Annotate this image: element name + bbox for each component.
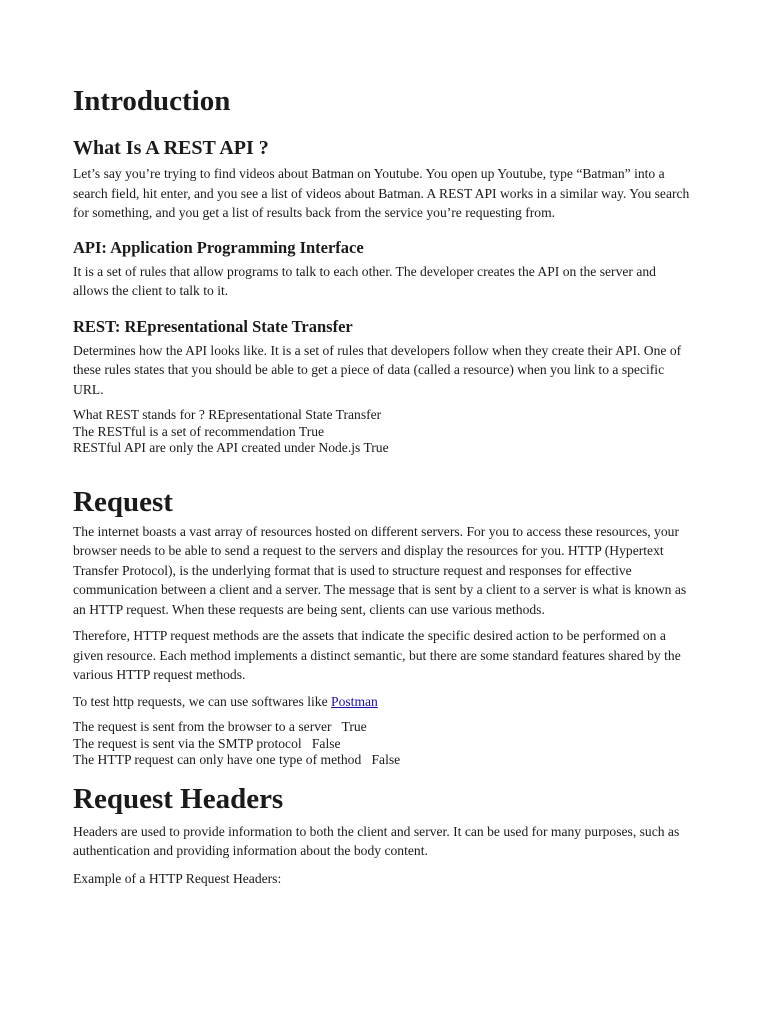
request-test-paragraph	[73, 692, 693, 712]
postman-link[interactable]: Postman	[331, 693, 378, 709]
quiz-line: The RESTful is a set of recommendation True	[73, 423, 325, 439]
rest-api-heading: What Is A REST API ?	[73, 137, 269, 159]
request-headers-heading: Request Headers	[73, 782, 284, 815]
rest-api-paragraph: Let’s say you’re trying to find videos about Batman on Youtube. You open up Youtube, type “Batman” into a search field, hit enter, and you see a list of videos about Batman. A REST API works in a similar way. You search for something, and you get a list of results back from the service you’re requesting from.	[73, 166, 690, 220]
introduction-heading: Introduction	[73, 85, 231, 117]
api-heading: API: Application Programming Interface	[73, 237, 364, 257]
request-test-text: To test http requests, we can use softwares like	[73, 693, 332, 709]
request-headers-example: Example of a HTTP Request Headers:	[73, 870, 282, 886]
quiz-line: The HTTP request can only have one type of method False	[73, 752, 401, 767]
document-page	[73, 84, 693, 888]
quiz-line: The request is sent via the SMTP protocol False	[73, 735, 341, 751]
quiz-line: What REST stands for ? REpresentational State Transfer	[73, 407, 382, 422]
introduction-quiz	[73, 407, 693, 457]
request-heading: Request	[73, 485, 173, 518]
request-paragraph-1: The internet boasts a vast array of resources hosted on different servers. For you to access these resources, your browser needs to be able to send a request to the servers and display the resources for you. HTTP (Hypertext Transfer Protocol), is the underlying format that is used to structure request and responses for effective communication between a client and a server. The message that is sent by a client to a server is what is known as an HTTP request. When these requests are being sent, clients can use various methods.	[73, 523, 687, 617]
request-headers-paragraph: Headers are used to provide information to both the client and server. It can be used for many purposes, such as authentication and providing information about the body content.	[73, 823, 680, 858]
rest-heading: REST: REpresentational State Transfer	[73, 316, 353, 336]
api-paragraph: It is a set of rules that allow programs to talk to each other. The developer creates the API on the server and allows the client to talk to it.	[73, 263, 656, 298]
request-quiz	[73, 719, 693, 769]
quiz-line: RESTful API are only the API created under Node.js True	[73, 440, 389, 455]
request-paragraph-2: Therefore, HTTP request methods are the assets that indicate the specific desired action to be performed on a given resource. Each method implements a distinct semantic, but there are some standard features shared by the various HTTP request methods.	[73, 628, 681, 682]
rest-paragraph: Determines how the API looks like. It is a set of rules that developers follow when they create their API. One of these rules states that you should be able to get a piece of data (called a resource) when you link to a specific URL.	[73, 342, 682, 397]
quiz-line: The request is sent from the browser to a server True	[73, 719, 367, 734]
